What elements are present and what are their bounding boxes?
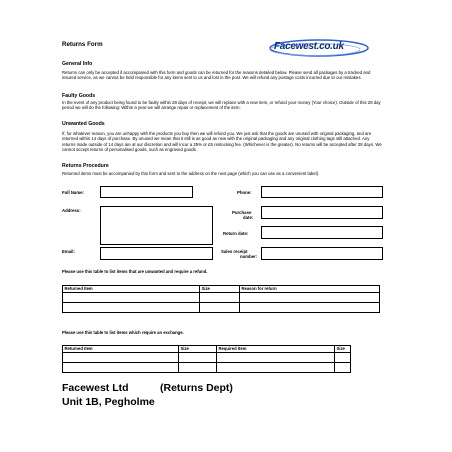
email-label: Email: [62, 249, 75, 254]
faulty-goods-text: In the event of any product being found to be faulty within 28 days of receipt, we will replace with a new item, or refund your money (Your choice). Outside of this 28 day period we will do the following: Within a year we will arrange repair or replacement of the item. [62, 100, 381, 111]
refund-table-header [63, 286, 380, 293]
footer-dept: (Returns Dept) [160, 382, 233, 394]
table-cell[interactable] [335, 363, 351, 373]
page-title: Returns Form [62, 41, 103, 48]
refund-table-instruction: Please use this table to list items that are unwanted and require a refund. [62, 269, 208, 274]
table-cell[interactable] [63, 353, 179, 363]
table-cell[interactable] [200, 303, 240, 313]
table-cell[interactable] [217, 353, 335, 363]
table-cell[interactable] [217, 363, 335, 373]
column-header-returned-item: Returned Item [63, 346, 179, 353]
facewest-logo [265, 37, 369, 59]
returns-procedure-heading: Returns Procedure [62, 163, 109, 169]
sales-receipt-label-1: Sales receipt [221, 249, 248, 254]
address-field[interactable] [100, 206, 213, 245]
footer-company: Facewest Ltd [62, 382, 129, 394]
column-header-reason: Reason for return [240, 286, 380, 293]
table-cell[interactable] [179, 353, 217, 363]
column-header-size: Size [200, 286, 240, 293]
footer-address-line: Unit 1B, Pegholme [62, 396, 155, 408]
address-label: Address: [62, 208, 81, 213]
faulty-goods-heading: Faulty Goods [62, 93, 96, 99]
table-cell[interactable] [240, 293, 380, 303]
column-header-required-item: Required Item [217, 346, 335, 353]
purchase-date-field[interactable] [261, 206, 383, 219]
logo-text: Facewest.co.uk [274, 41, 344, 52]
table-row [63, 363, 351, 373]
table-row [63, 303, 380, 313]
general-info-heading: General Info [62, 61, 93, 67]
return-date-label: Return date: [223, 231, 249, 236]
returns-procedure-text: Returned items must be accompanied by this form and sent to the address on the next page (which you can use as a convenient label). [62, 171, 320, 176]
unwanted-goods-heading: Unwanted Goods [62, 121, 105, 127]
phone-field[interactable] [261, 186, 383, 198]
table-cell[interactable] [200, 293, 240, 303]
refund-table [62, 285, 380, 313]
unwanted-goods-text: If, for whatever reason, you are unhappy with the products you buy then we will refund you. We just ask that the goods are unused with original packaging, and are returned within 14 days of purchase. By unused we mean that it still is as good as new with the original packaging and any original clothing tags still attached. Any returns made outside of 14 days are at our discretion and will incur a 25% or £5 restocking fee. (Whichever is the greater). No returns will be accepted after 28 days. We cannot accept returns of personalised goods, such as engraved goods. [62, 131, 382, 153]
table-row [63, 293, 380, 303]
exchange-table-instruction: Please use this table to list items which require an exchange. [62, 330, 184, 335]
email-field[interactable] [100, 247, 213, 260]
table-cell[interactable] [63, 303, 200, 313]
full-name-label: Full Name: [62, 190, 84, 195]
table-cell[interactable] [240, 303, 380, 313]
table-cell[interactable] [179, 363, 217, 373]
full-name-field[interactable] [100, 186, 193, 198]
column-header-returned-item: Returned Item [63, 286, 200, 293]
return-date-field[interactable] [261, 226, 383, 239]
table-cell[interactable] [63, 293, 200, 303]
exchange-table-header [63, 346, 351, 353]
sales-receipt-label-2: number: [240, 254, 258, 259]
table-cell[interactable] [335, 353, 351, 363]
table-cell[interactable] [63, 363, 179, 373]
exchange-table [62, 345, 351, 373]
general-info-text: Returns can only be accepted if accompanied with this form and goods can be returned for the reasons detailed below. Please send all packages by a tracked and insured service, as we cannot be held responsible for any items sent to us and lost in the post. We will refund any postage costs incurred due to our mistakes. [62, 70, 371, 81]
column-header-size: Size [179, 346, 217, 353]
phone-label: Phone: [237, 190, 252, 195]
sales-receipt-field[interactable] [261, 247, 383, 260]
purchase-date-label-1: Purchase [232, 210, 252, 215]
column-header-size-2: Size [335, 346, 351, 353]
table-row [63, 353, 351, 363]
purchase-date-label-2: date: [243, 215, 254, 220]
